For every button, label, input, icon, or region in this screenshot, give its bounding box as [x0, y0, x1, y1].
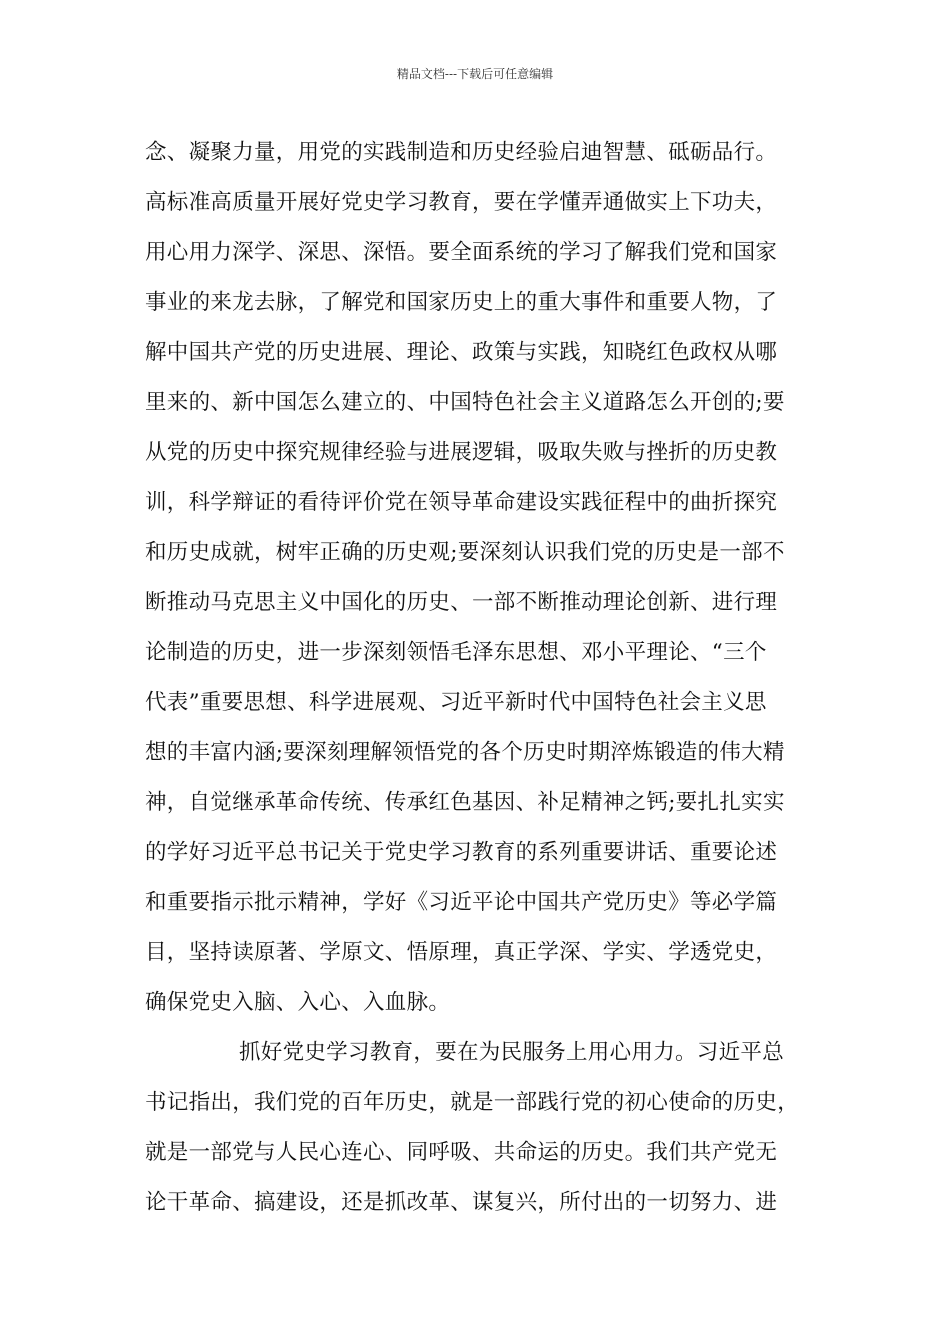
text-line: 解中国共产党的历史进展、理论、政策与实践，知晓红色政权从哪	[145, 340, 778, 365]
text-line: 目，坚持读原著、学原文、悟原理，真正学深、学实、学透党史，	[145, 940, 778, 965]
text-line: 断推动马克思主义中国化的历史、一部不断推动理论创新、进行理	[145, 590, 778, 615]
text-line: 就是一部党与人民心连心、同呼吸、共命运的历史。我们共产党无	[145, 1140, 778, 1165]
text-line: 用心用力深学、深思、深悟。要全面系统的学习了解我们党和国家	[145, 240, 778, 265]
text-line: 想的丰富内涵;要深刻理解领悟党的各个历史时期淬炼锻造的伟大精	[145, 740, 785, 765]
text-line: 和重要指示批示精神，学好《习近平论中国共产党历史》等必学篇	[145, 890, 778, 915]
text-line: 和历史成就，树牢正确的历史观;要深刻认识我们党的历史是一部不	[145, 540, 785, 565]
text-line: 神，自觉继承革命传统、传承红色基因、补足精神之钙;要扎扎实实	[145, 790, 785, 815]
paragraph-2	[145, 1028, 825, 1228]
text-line: 的学好习近平总书记关于党史学习教育的系列重要讲话、重要论述	[145, 840, 778, 865]
text-line: 书记指出，我们党的百年历史，就是一部践行党的初心使命的历史，	[145, 1090, 800, 1115]
text-line: 论干革命、搞建设，还是抓改革、谋复兴，所付出的一切努力、进	[145, 1190, 778, 1215]
text-line: 代表”重要思想、科学进展观、习近平新时代中国特色社会主义思	[145, 690, 767, 715]
document-body	[145, 128, 825, 1228]
text-line-indented: 抓好党史学习教育，要在为民服务上用心用力。习近平总	[239, 1040, 785, 1065]
page-header: 精品文档---下载后可任意编辑	[396, 67, 554, 81]
text-line: 训，科学辩证的看待评价党在领导革命建设实践征程中的曲折探究	[145, 490, 778, 515]
text-line: 高标准高质量开展好党史学习教育，要在学懂弄通做实上下功夫，	[145, 190, 778, 215]
text-line: 事业的来龙去脉，了解党和国家历史上的重大事件和重要人物，了	[145, 290, 778, 315]
text-line: 从党的历史中探究规律经验与进展逻辑，吸取失败与挫折的历史教	[145, 440, 778, 465]
text-line: 确保党史入脑、入心、入血脉。	[145, 990, 451, 1015]
text-line: 里来的、新中国怎么建立的、中国特色社会主义道路怎么开创的;要	[145, 390, 785, 415]
text-line: 念、凝聚力量，用党的实践制造和历史经验启迪智慧、砥砺品行。	[145, 140, 778, 165]
text-line: 论制造的历史，进一步深刻领悟毛泽东思想、邓小平理论、“三个	[145, 640, 767, 665]
paragraph-1	[145, 128, 825, 1028]
